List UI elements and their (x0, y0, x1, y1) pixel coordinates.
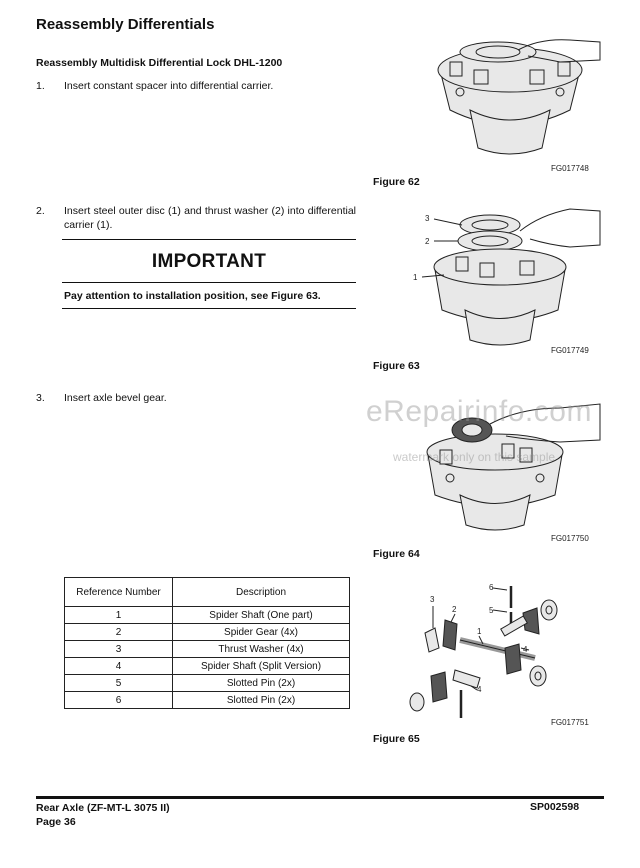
header-text: Description (235, 586, 287, 598)
table-cell-ref: 5 (65, 675, 173, 692)
figure-65-code: FG017751 (551, 718, 589, 727)
table-row (65, 658, 350, 675)
figure-65-label: Figure 65 (373, 733, 420, 745)
table-header-row (65, 578, 350, 607)
figure-63-label: Figure 63 (373, 360, 420, 372)
figure-62-label: Figure 62 (373, 176, 420, 188)
step-2 (36, 204, 356, 234)
step-1 (36, 79, 356, 95)
important-title: IMPORTANT (151, 251, 267, 272)
important-bottom-rule (62, 308, 356, 309)
table-row (65, 675, 350, 692)
table-row (65, 624, 350, 641)
important-text: Pay attention to installation position, see Figure 63. (64, 290, 321, 302)
figure-65-illustration (405, 578, 610, 718)
watermark-main: eRepairinfo.com (366, 395, 592, 428)
table-cell-ref: 6 (65, 692, 173, 709)
table-row (65, 641, 350, 658)
section-subtitle: Reassembly Multidisk Differential Lock DHL-1200 (36, 57, 283, 69)
step-3 (36, 391, 356, 407)
table-cell-desc: Slotted Pin (2x) (173, 675, 350, 692)
figure-65-callout-5: 5 (489, 606, 494, 615)
footer-title: Rear Axle (ZF-MT-L 3075 II) (36, 802, 170, 814)
figure-65-callout-6: 6 (489, 583, 494, 592)
figure-65-callout-1: 1 (477, 627, 482, 636)
table-cell-desc: Slotted Pin (2x) (173, 692, 350, 709)
page-title: Reassembly Differentials (36, 16, 215, 33)
figure-65-callout-4b: 4 (477, 685, 482, 694)
watermark-sub: watermark only on this sample (393, 450, 556, 464)
step-text: Insert axle bevel gear. (64, 392, 167, 404)
step-number: 2. (36, 205, 45, 217)
figure-65-callout-3: 3 (430, 595, 435, 604)
figure-63-callout-2: 2 (425, 237, 430, 246)
header-text: Reference Number (76, 586, 161, 598)
footer-rule (36, 796, 604, 799)
table-cell-ref: 3 (65, 641, 173, 658)
figure-62-code: FG017748 (551, 164, 589, 173)
table-header-description (173, 578, 350, 607)
table-cell-desc: Spider Shaft (Split Version) (173, 658, 350, 675)
table-cell-ref: 2 (65, 624, 173, 641)
step-number: 3. (36, 392, 45, 404)
table-header-reference (65, 578, 173, 607)
step-text: Insert steel outer disc (1) and thrust washer (2) into differential carrier (1). (64, 205, 356, 231)
table-cell-ref: 1 (65, 607, 173, 624)
important-divider (62, 282, 356, 283)
table-cell-ref: 4 (65, 658, 173, 675)
figure-63-callout-3: 3 (425, 214, 430, 223)
table-cell-desc: Thrust Washer (4x) (173, 641, 350, 658)
figure-62-illustration (410, 30, 610, 162)
step-number: 1. (36, 80, 45, 92)
figure-63-code: FG017749 (551, 346, 589, 355)
figure-63-illustration (410, 205, 610, 350)
table-row (65, 692, 350, 709)
important-top-rule (62, 239, 356, 240)
figure-64-code: FG017750 (551, 534, 589, 543)
footer-page: Page 36 (36, 816, 76, 828)
figure-63-callout-1: 1 (413, 273, 418, 282)
table-row (65, 607, 350, 624)
table-cell-desc: Spider Gear (4x) (173, 624, 350, 641)
figure-65-callout-2: 2 (452, 605, 457, 614)
reference-table (64, 577, 350, 709)
figure-65-callout-4a: 4 (523, 645, 528, 654)
figure-64-label: Figure 64 (373, 548, 420, 560)
table-cell-desc: Spider Shaft (One part) (173, 607, 350, 624)
footer-left (36, 801, 170, 829)
footer-code: SP002598 (530, 801, 580, 813)
step-text: Insert constant spacer into differential carrier. (64, 80, 274, 92)
